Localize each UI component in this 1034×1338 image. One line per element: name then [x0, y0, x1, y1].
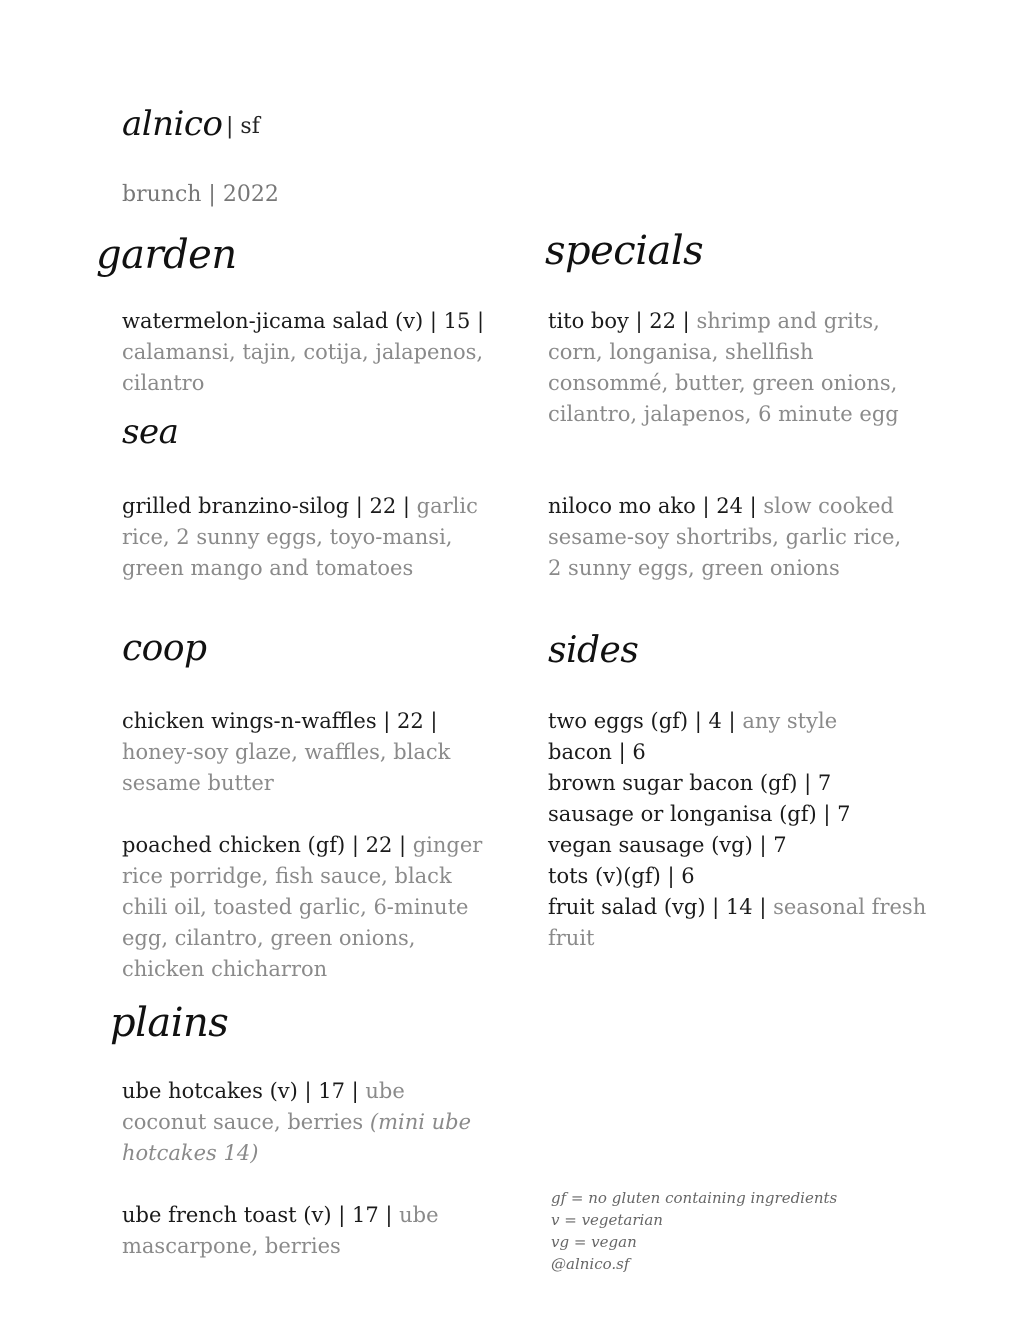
item-description: honey-soy glaze, waffles, black sesame butter	[122, 740, 451, 795]
item-description: garlic rice, 2 sunny eggs, toyo-mansi, green mango and tomatoes	[122, 494, 478, 580]
item-name-price: grilled branzino-silog | 22 |	[122, 494, 410, 518]
item-description: ube mascarpone, berries	[122, 1203, 439, 1258]
item-description: any style	[735, 709, 838, 733]
social-handle: @alnico.sf	[551, 1255, 630, 1273]
section-heading-garden: garden	[96, 232, 237, 278]
item-description: shrimp and grits, corn, longanisa, shellfish consommé, butter, green onions, cilantro, jalapenos, 6 minute egg	[548, 309, 899, 426]
item-name-price: vegan sausage (vg) | 7	[548, 833, 787, 857]
item-name-price: tots (v)(gf) | 6	[548, 864, 695, 888]
item-description: ginger rice porridge, fish sauce, black chili oil, toasted garlic, 6-minute egg, cilantro, green onions, chicken chicharron	[122, 833, 483, 981]
item-name-price: sausage or longanisa (gf) | 7	[548, 802, 851, 826]
menu-item	[548, 861, 928, 892]
section-heading-sea: sea	[122, 412, 179, 452]
item-note: (mini ube hotcakes 14)	[122, 1110, 472, 1165]
menu-item	[122, 306, 492, 399]
legend-line-vg: vg = vegan	[551, 1233, 637, 1251]
item-name-price: bacon | 6	[548, 740, 646, 764]
section-heading-coop: coop	[122, 628, 207, 669]
item-name-price: brown sugar bacon (gf) | 7	[548, 771, 832, 795]
section-heading-sides: sides	[548, 630, 639, 671]
menu-subtitle: brunch | 2022	[122, 182, 279, 207]
menu-item	[548, 830, 928, 861]
item-name-price: poached chicken (gf) | 22 |	[122, 833, 407, 857]
menu-item	[548, 768, 928, 799]
menu-item	[122, 491, 492, 584]
brand-logo: alnico	[122, 104, 223, 144]
item-description: slow cooked sesame-soy shortribs, garlic rice, 2 sunny eggs, green onions	[548, 494, 902, 580]
menu-item	[548, 892, 928, 954]
menu-item	[122, 706, 492, 799]
legend-line-v: v = vegetarian	[551, 1211, 663, 1229]
menu-item	[548, 799, 928, 830]
menu-item	[122, 830, 492, 985]
item-name-price: two eggs (gf) | 4 |	[548, 709, 736, 733]
section-heading-plains: plains	[110, 1000, 229, 1046]
item-name-price: watermelon-jicama salad (v) | 15 |	[122, 309, 485, 333]
dietary-legend	[551, 1187, 837, 1275]
item-name-price: fruit salad (vg) | 14 |	[548, 895, 767, 919]
menu-item	[548, 706, 928, 737]
menu-item	[122, 1200, 492, 1262]
menu-item	[548, 306, 918, 430]
legend-line-gf: gf = no gluten containing ingredients	[551, 1189, 838, 1207]
item-name-price: tito boy | 22 |	[548, 309, 690, 333]
item-name-price: niloco mo ako | 24 |	[548, 494, 757, 518]
section-heading-specials: specials	[545, 228, 704, 274]
menu-item	[548, 737, 928, 768]
menu-item	[122, 1076, 492, 1169]
sides-list	[548, 706, 928, 954]
brand-location: | sf	[226, 114, 260, 139]
item-name-price: ube hotcakes (v) | 17 |	[122, 1079, 359, 1103]
item-description: calamansi, tajin, cotija, jalapenos, cilantro	[122, 340, 484, 395]
item-description: seasonal fresh fruit	[548, 895, 927, 950]
item-description: ube coconut sauce, berries	[122, 1079, 405, 1134]
item-name-price: ube french toast (v) | 17 |	[122, 1203, 393, 1227]
menu-item	[548, 491, 918, 584]
item-name-price: chicken wings-n-waffles | 22 |	[122, 709, 438, 733]
